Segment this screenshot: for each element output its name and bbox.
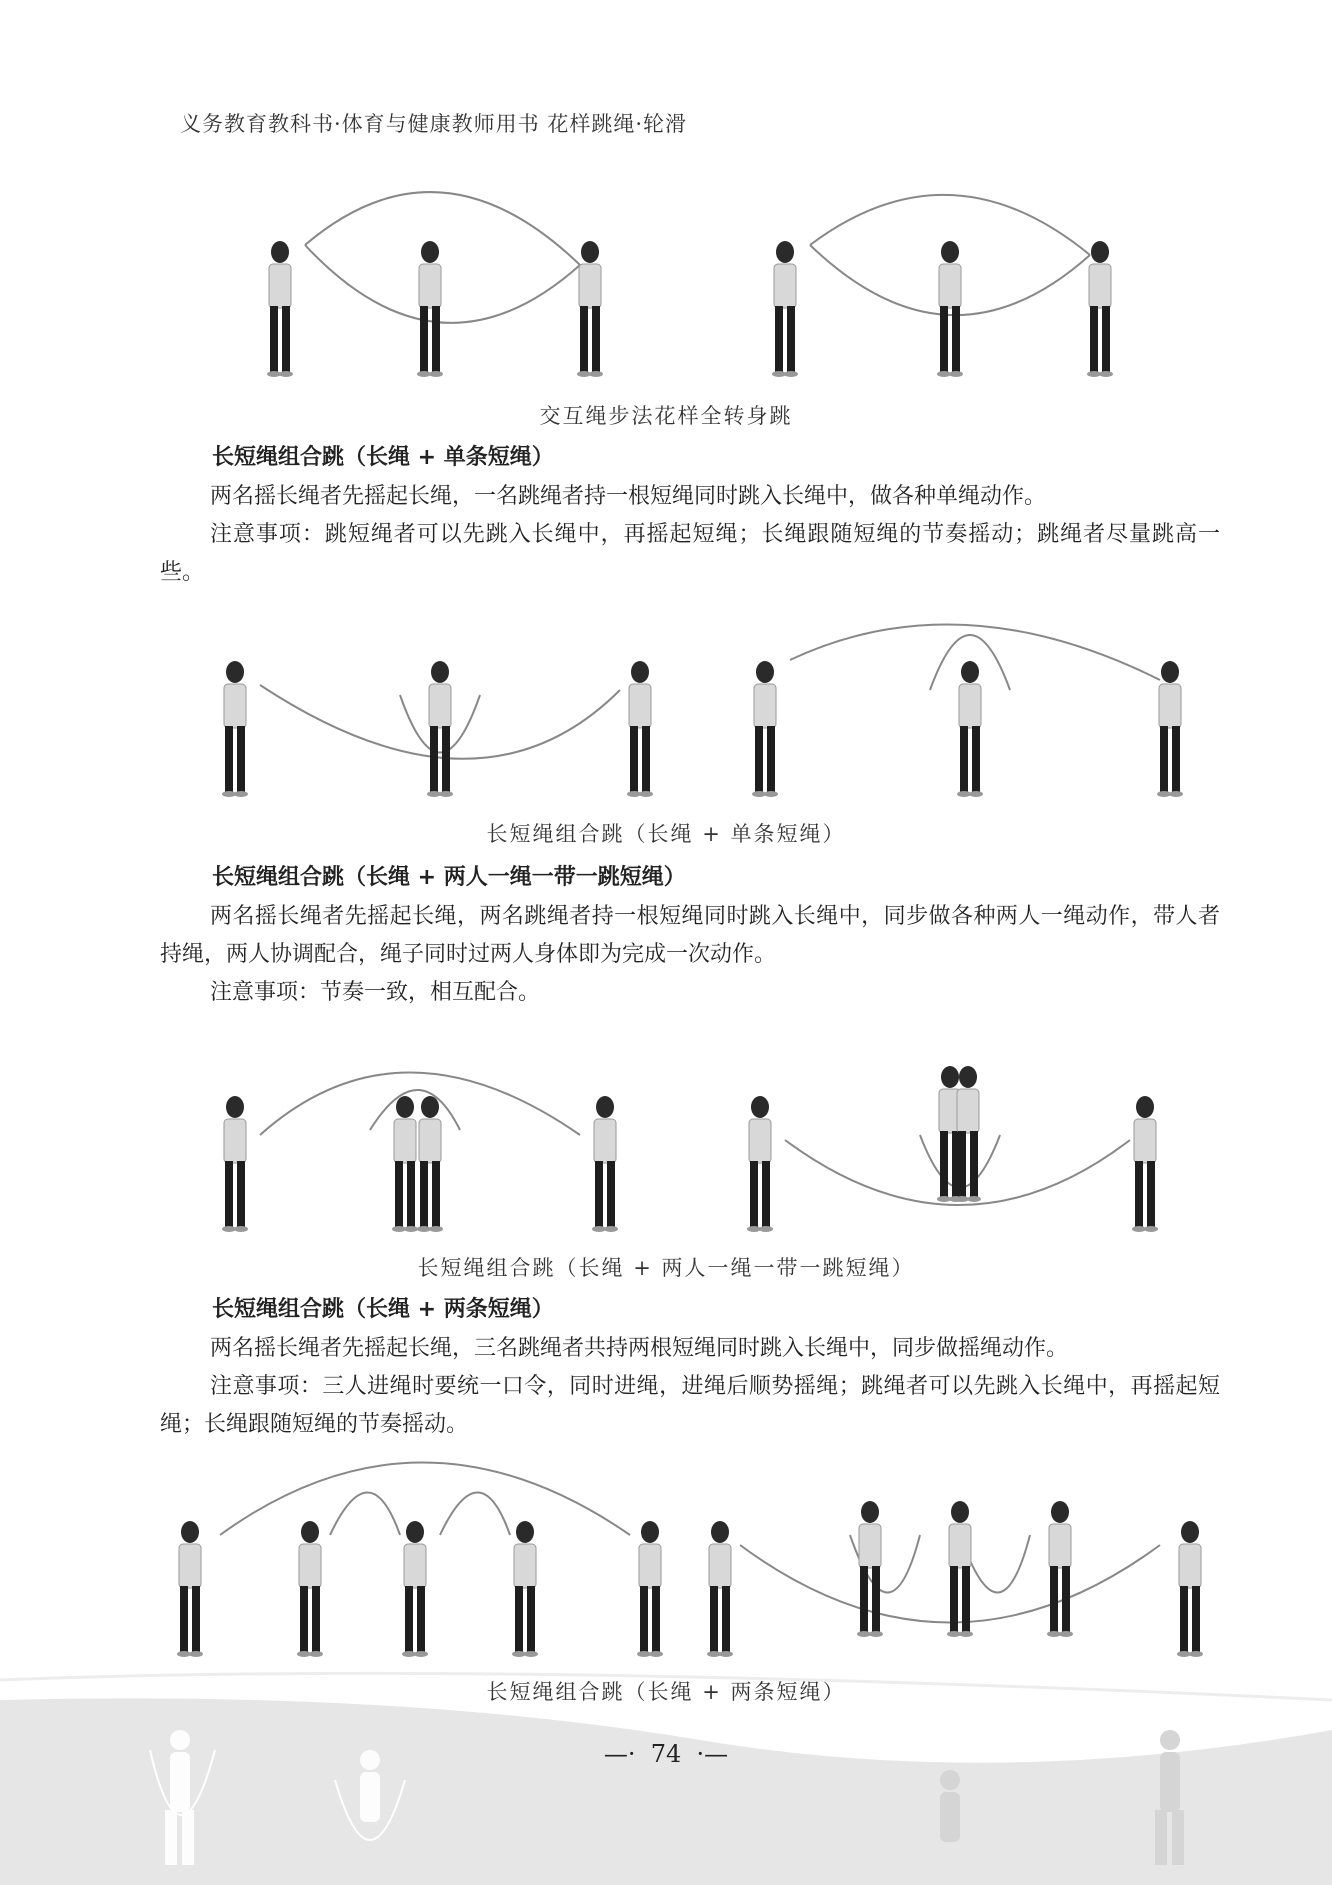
figure-2-photo [200, 600, 1200, 810]
footer-decoration [0, 1660, 1332, 1885]
section-3-heading: 长短绳组合跳（长绳 + 两条短绳） [212, 1297, 554, 1322]
long-rope-high [220, 1463, 630, 1536]
page-number-dash-left: —· [603, 1740, 651, 1768]
page-number-dash-right: ·— [681, 1740, 729, 1768]
figure-3-photo [200, 1040, 1180, 1240]
section-2-heading: 长短绳组合跳（长绳 + 两人一绳一带一跳短绳） [212, 865, 686, 890]
rope-interchange-left [305, 192, 580, 323]
page-number-value: 74 [650, 1740, 682, 1768]
section-3-paragraph-1: 两名摇长绳者先摇起长绳，三名跳绳者共持两根短绳同时跳入长绳中，同步做摇绳动作。 [210, 1336, 1069, 1361]
figure-1-caption: 交互绳步法花样全转身跳 [539, 404, 793, 428]
section-1-heading: 长短绳组合跳（长绳 + 单条短绳） [212, 445, 554, 470]
short-rope-b [440, 1493, 510, 1536]
section-3-paragraph-2: 注意事项：三人进绳时要统一口令，同时进绳，进绳后顺势摇绳；跳绳者可以先跳入长绳中，再摇起短绳；长绳跟随短绳的节奏摇动。 [160, 1374, 1220, 1437]
short-rope-a [330, 1493, 400, 1536]
section-2-paragraph-1: 两名摇长绳者先摇起长绳，两名跳绳者持一根短绳同时跳入长绳中，同步做各种两人一绳动作，带人者持绳，两人协调配合，绳子同时过两人身体即为完成一次动作。 [160, 904, 1220, 967]
section-1-paragraph-1: 两名摇长绳者先摇起长绳，一名跳绳者持一根短绳同时跳入长绳中，做各种单绳动作。 [210, 484, 1047, 509]
running-header: 义务教育教科书·体育与健康教师用书 花样跳绳·轮滑 [180, 112, 688, 136]
section-2-paragraph-2: 注意事项：节奏一致，相互配合。 [210, 980, 541, 1005]
page-number [0, 1740, 1332, 1768]
figure-4-photo [150, 1450, 1210, 1670]
figure-1-photo [250, 190, 1150, 390]
figure-4-caption: 长短绳组合跳（长绳 + 两条短绳） [486, 1680, 846, 1704]
figure-3-caption: 长短绳组合跳（长绳 + 两人一绳一带一跳短绳） [417, 1256, 915, 1280]
section-1-paragraph-2: 注意事项：跳短绳者可以先跳入长绳中，再摇起短绳；长绳跟随短绳的节奏摇动；跳绳者尽量跳高一些。 [160, 522, 1220, 585]
figure-2-caption: 长短绳组合跳（长绳 + 单条短绳） [486, 822, 846, 846]
